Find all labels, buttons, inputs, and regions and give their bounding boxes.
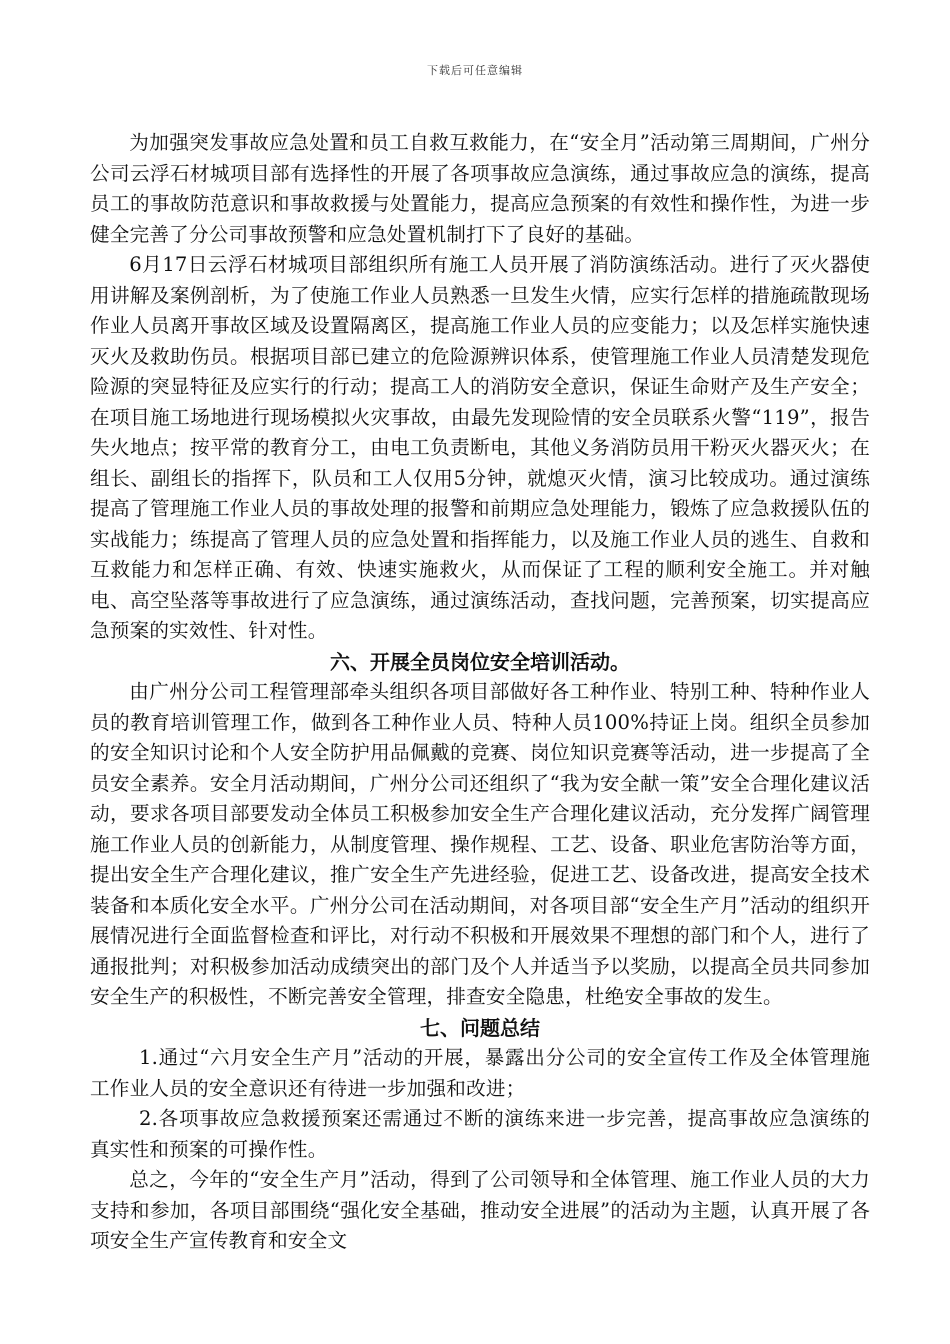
- section-7-heading: 七、问题总结: [420, 1015, 540, 1040]
- paragraph-fire-drill: 6月17日云浮石材城项目部组织所有施工人员开展了消防演练活动。进行了灭火器使用讲解及案例剖析，为了使施工作业人员熟悉一旦发生火情，应实行怎样的措施疏散现场作业人员离开事故区域及设置隔离区，提高施工作业人员的应变能力；以及怎样实施快速灭火及救助伤员。根据项目部已建立的危险源辨识体系，使管理施工作业人员清楚发现危险源的突显特征及应实行的行动；提高工人的消防安全意识，保证生命财产及生产安全；在项目施工场地进行现场模拟火灾事故，由最先发现险情的安全员联系火警“119”，报告失火地点；按平常的教育分工，由电工负责断电，其他义务消防员用干粉灭火器灭火；在组长、副组长的指挥下，队员和工人仅用5分钟，就熄灭火情，演习比较成功。通过演练提高了管理施工作业人员的事故处理的报警和前期应急处理能力，锻炼了应急救援队伍的实战能力；练提高了管理人员的应急处置和指挥能力，以及施工作业人员的逃生、自救和互救能力和怎样正确、有效、快速实施救火，从而保证了工程的顺利安全施工。并对触电、高空坠落等事故进行了应急演练，通过演练活动，查找问题，完善预案，切实提高应急预案的实效性、针对性。: [90, 253, 870, 642]
- page-header-caption: 下载后可任意编辑: [427, 64, 523, 77]
- paragraph-intro: 为加强突发事故应急处置和员工自救互救能力，在“安全月”活动第三周期间，广州分公司云浮石材城项目部有选择性的开展了各项事故应急演练，通过事故应急的演练，提高员工的事故防范意识和事故救援与处置能力，提高应急预案的有效性和操作性，为进一步健全完善了分公司事故预警和应急处置机制打下了良好的基础。: [90, 131, 870, 246]
- section-6-heading: 六、开展全员岗位安全培训活动。: [330, 649, 630, 674]
- document-body: [90, 128, 870, 1257]
- section-6-paragraph: 由广州分公司工程管理部牵头组织各项目部做好各工种作业、特别工种、特种作业人员的教育培训管理工作，做到各工种作业人员、特种人员100%持证上岗。组织全员参加的安全知识讨论和个人安全防护用品佩戴的竞赛、岗位知识竞赛等活动，进一步提高了全员安全素养。安全月活动期间，广州分公司还组织了“我为安全献一策”安全合理化建议活动，要求各项目部要发动全体员工积极参加安全生产合理化建议活动，充分发挥广阔管理施工作业人员的创新能力，从制度管理、操作规程、工艺、设备、职业危害防治等方面，提出安全生产合理化建议，推广安全生产先进经验，促进工艺、设备改进，提高安全技术装备和本质化安全水平。广州分公司在活动期间，对各项目部“安全生产月”活动的组织开展情况进行全面监督检查和评比，对行动不积极和开展效果不理想的部门和个人，进行了通报批判；对积极参加活动成绩突出的部门及个人并适当予以奖励，以提高全员共同参加安全生产的积极性，不断完善安全管理，排查安全隐患，杜绝安全事故的发生。: [90, 680, 870, 1008]
- section-7-item-1: 1.通过“六月安全生产月”活动的开展，暴露出分公司的安全宣传工作及全体管理施工作业人员的安全意识还有待进一步加强和改进；: [90, 1046, 870, 1100]
- section-7-item-2: 2.各项事故应急救援预案还需通过不断的演练来进一步完善，提高事故应急演练的真实性和预案的可操作性。: [90, 1107, 870, 1161]
- section-7-conclusion: 总之，今年的“安全生产月”活动，得到了公司领导和全体管理、施工作业人员的大力支持和参加，各项目部围绕“强化安全基础，推动安全进展”的活动为主题，认真开展了各项安全生产宣传教育和安全文: [90, 1168, 870, 1252]
